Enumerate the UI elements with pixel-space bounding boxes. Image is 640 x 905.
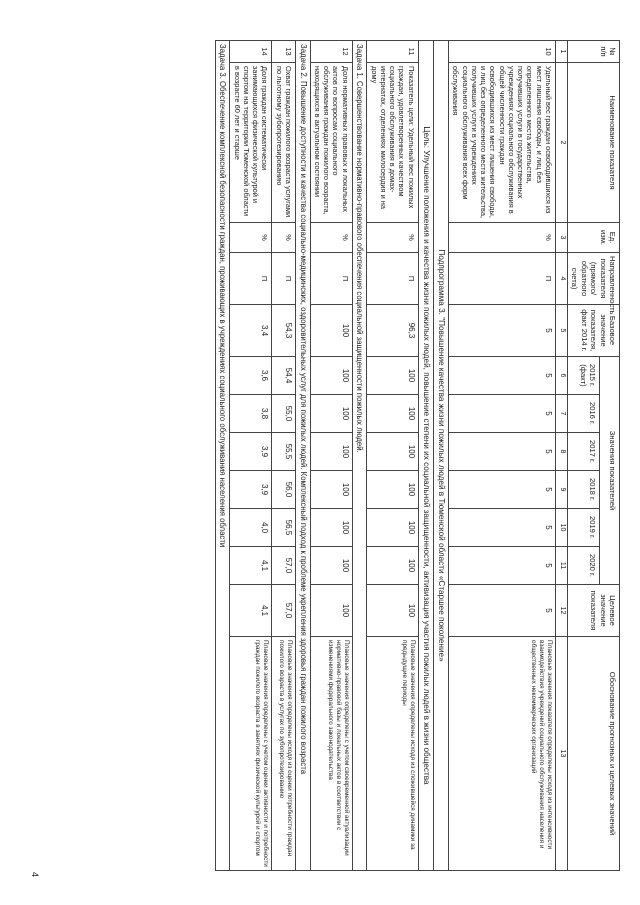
- year-value-cell: 100: [310, 357, 352, 395]
- base-value-cell: 100: [310, 305, 352, 357]
- indicator-name: Доля граждан систематически занимающихся физической культурой и спортом на территории Тюменской области в возрасте 60 лет и старше: [230, 63, 272, 223]
- table-row: [272, 41, 296, 871]
- justification-cell: Плановые значения определены исходя из оценки потребности граждан пожилого возраста в услугах по зубопротезированию: [272, 637, 296, 871]
- justification-cell: Плановые значения определены исходя из сложившейся динамики за предыдущие периоды: [367, 637, 418, 871]
- header-year: 2018 г.: [567, 471, 600, 509]
- year-value-cell: 3,9: [230, 433, 272, 471]
- unit-cell: %: [230, 223, 272, 253]
- indicator-name: Показатель цели: Удельный вес пожилых граждан, удовлетворенных качеством социального обслуживания в домах-интернатах, отделениях милосердия и на дому: [367, 63, 418, 223]
- year-value-cell: 56,0: [272, 471, 296, 509]
- year-value-cell: 100: [367, 509, 418, 547]
- header-year: 2017 г.: [567, 433, 600, 471]
- year-value-cell: 100: [367, 357, 418, 395]
- row-number: 11: [367, 41, 418, 63]
- column-number-cell: 12: [555, 585, 567, 637]
- justification-cell: Плановые значения определены с учетом оценки активности и потребности граждан пожилого возраста в занятиях физической культурой и спортом: [230, 637, 272, 871]
- indicator-name: Охват граждан пожилого возраста услугами по льготному зубопротезированию: [272, 63, 296, 223]
- column-number-cell: 9: [555, 471, 567, 509]
- column-number-cell: 6: [555, 357, 567, 395]
- header-unit: Ед. изм.: [567, 223, 619, 253]
- task-row: [215, 41, 230, 871]
- year-value-cell: 3,6: [230, 357, 272, 395]
- year-value-cell: 100: [310, 471, 352, 509]
- year-value-cell: 55,5: [272, 433, 296, 471]
- task-title: Задача 1. Совершенствование нормативно-правового обеспечения социальной защищенности пожилых людей.: [352, 41, 367, 871]
- target-value-cell: 57,0: [272, 585, 296, 637]
- year-value-cell: 5: [449, 471, 556, 509]
- year-value-cell: 100: [310, 509, 352, 547]
- year-value-cell: 57,0: [272, 547, 296, 585]
- unit-cell: %: [367, 223, 418, 253]
- target-value-cell: 100: [310, 585, 352, 637]
- year-value-cell: 56,5: [272, 509, 296, 547]
- unit-cell: %: [449, 223, 556, 253]
- row-number: 12: [310, 41, 352, 63]
- header-year: 2015 г. (факт): [567, 357, 600, 395]
- row-number: 13: [272, 41, 296, 63]
- year-value-cell: 5: [449, 433, 556, 471]
- year-value-cell: 5: [449, 509, 556, 547]
- table-row: [310, 41, 352, 871]
- year-value-cell: 5: [449, 547, 556, 585]
- target-value-cell: 4,1: [230, 585, 272, 637]
- header-year: 2016 г.: [567, 395, 600, 433]
- table-row: [367, 41, 418, 871]
- column-number-cell: 10: [555, 509, 567, 547]
- base-value-cell: 54,3: [272, 305, 296, 357]
- year-value-cell: 5: [449, 357, 556, 395]
- year-value-cell: 100: [310, 395, 352, 433]
- column-number-cell: 5: [555, 305, 567, 357]
- unit-cell: %: [310, 223, 352, 253]
- base-value-cell: 96,3: [367, 305, 418, 357]
- indicator-name: Доля нормативных правовых и локальных актов по вопросам социального обслуживания граждан пожилого возраста, находящихся в актуальном состоянии: [310, 63, 352, 223]
- direction-cell: П: [310, 253, 352, 305]
- row-number: 10: [449, 41, 556, 63]
- justification-cell: Плановые значения определены с учетом своевременной актуализации нормативно-правовой базы и локальных актов в соответствии с изменениями федерального законодательства: [310, 637, 352, 871]
- header-num: № п/п: [567, 41, 619, 63]
- task-title: Задача 2. Повышение доступности и качества социально-медицинских, оздоровительных услуг для пожилых людей. Комплексный подход к проблеме укрепления здоровья граждан пожилого возраста: [295, 41, 310, 871]
- base-value-cell: 5: [449, 305, 556, 357]
- section-row: [418, 41, 433, 871]
- year-value-cell: 100: [310, 433, 352, 471]
- header-name: Наименование показателя: [567, 63, 619, 223]
- table-row: [230, 41, 272, 871]
- task-title: Задача 3. Обеспечение комплексной безопасности граждан, проживающих в учреждениях социального обслуживания населения области: [215, 41, 230, 871]
- indicators-table: [215, 40, 620, 871]
- unit-cell: %: [272, 223, 296, 253]
- year-value-cell: 4,1: [230, 547, 272, 585]
- header-values-group: Значения показателей: [600, 357, 620, 585]
- justification-cell: Плановые значения показателя определены исходя из интенсивности взаимодействия учреждений социального обслуживания населения и общественных некоммерческих организаций: [449, 637, 556, 871]
- year-value-cell: 100: [367, 433, 418, 471]
- target-value-cell: 100: [367, 585, 418, 637]
- year-value-cell: 100: [367, 471, 418, 509]
- year-value-cell: 3,8: [230, 395, 272, 433]
- task-row: [295, 41, 310, 871]
- column-number-cell: 7: [555, 395, 567, 433]
- year-value-cell: 100: [367, 395, 418, 433]
- column-number-cell: 11: [555, 547, 567, 585]
- column-number-cell: 8: [555, 433, 567, 471]
- base-value-cell: 3,4: [230, 305, 272, 357]
- header-target: Целевое значение показателя: [567, 585, 619, 637]
- header-year: 2020 г.: [567, 547, 600, 585]
- section-title: Цель: Улучшение положения и качества жизни пожилых людей, повышение степени их социальной защищенности, активизация участия пожилых людей в жизни общества: [418, 41, 433, 871]
- direction-cell: П: [367, 253, 418, 305]
- direction-cell: П: [230, 253, 272, 305]
- direction-cell: П: [449, 253, 556, 305]
- year-value-cell: 5: [449, 395, 556, 433]
- header-justification: Обоснование прогнозных и целевых значений: [567, 637, 619, 871]
- task-row: [352, 41, 367, 871]
- section-row: [433, 41, 448, 871]
- year-value-cell: 4,0: [230, 509, 272, 547]
- year-value-cell: 100: [310, 547, 352, 585]
- header-base: Базовое значение показателя, факт 2014 г.: [567, 305, 619, 357]
- year-value-cell: 3,9: [230, 471, 272, 509]
- column-numbers-row: [555, 41, 567, 871]
- target-value-cell: 5: [449, 585, 556, 637]
- indicator-name: Удельный вес граждан освободившихся из мест лишения свободы, и лиц без определенного места жительства, получивших услуги в государственных учреждениях социального обслуживания в общей численности граждан освободившихся из мест лишения свободы, и лиц без определенного места жительства, получивших услуги в учреждениях социального обслуживания всех форм обслуживания: [449, 63, 556, 223]
- row-number: 14: [230, 41, 272, 63]
- header-direction: Направленность показателя (прямого/обратного счета): [567, 253, 619, 305]
- column-number-cell: 1: [555, 41, 567, 63]
- column-number-cell: 3: [555, 223, 567, 253]
- year-value-cell: 100: [367, 547, 418, 585]
- page-number: 4: [30, 872, 40, 878]
- table-body: [215, 41, 555, 871]
- year-value-cell: 54,4: [272, 357, 296, 395]
- year-value-cell: 55,0: [272, 395, 296, 433]
- table-row: [449, 41, 556, 871]
- column-number-cell: 13: [555, 637, 567, 871]
- header-year: 2019 г.: [567, 509, 600, 547]
- direction-cell: П: [272, 253, 296, 305]
- section-title: Подпрограмма 3. "Повышение качества жизни пожилых людей в Тюменской области «Старшее поколение»: [433, 41, 448, 871]
- column-number-cell: 2: [555, 63, 567, 223]
- column-number-cell: 4: [555, 253, 567, 305]
